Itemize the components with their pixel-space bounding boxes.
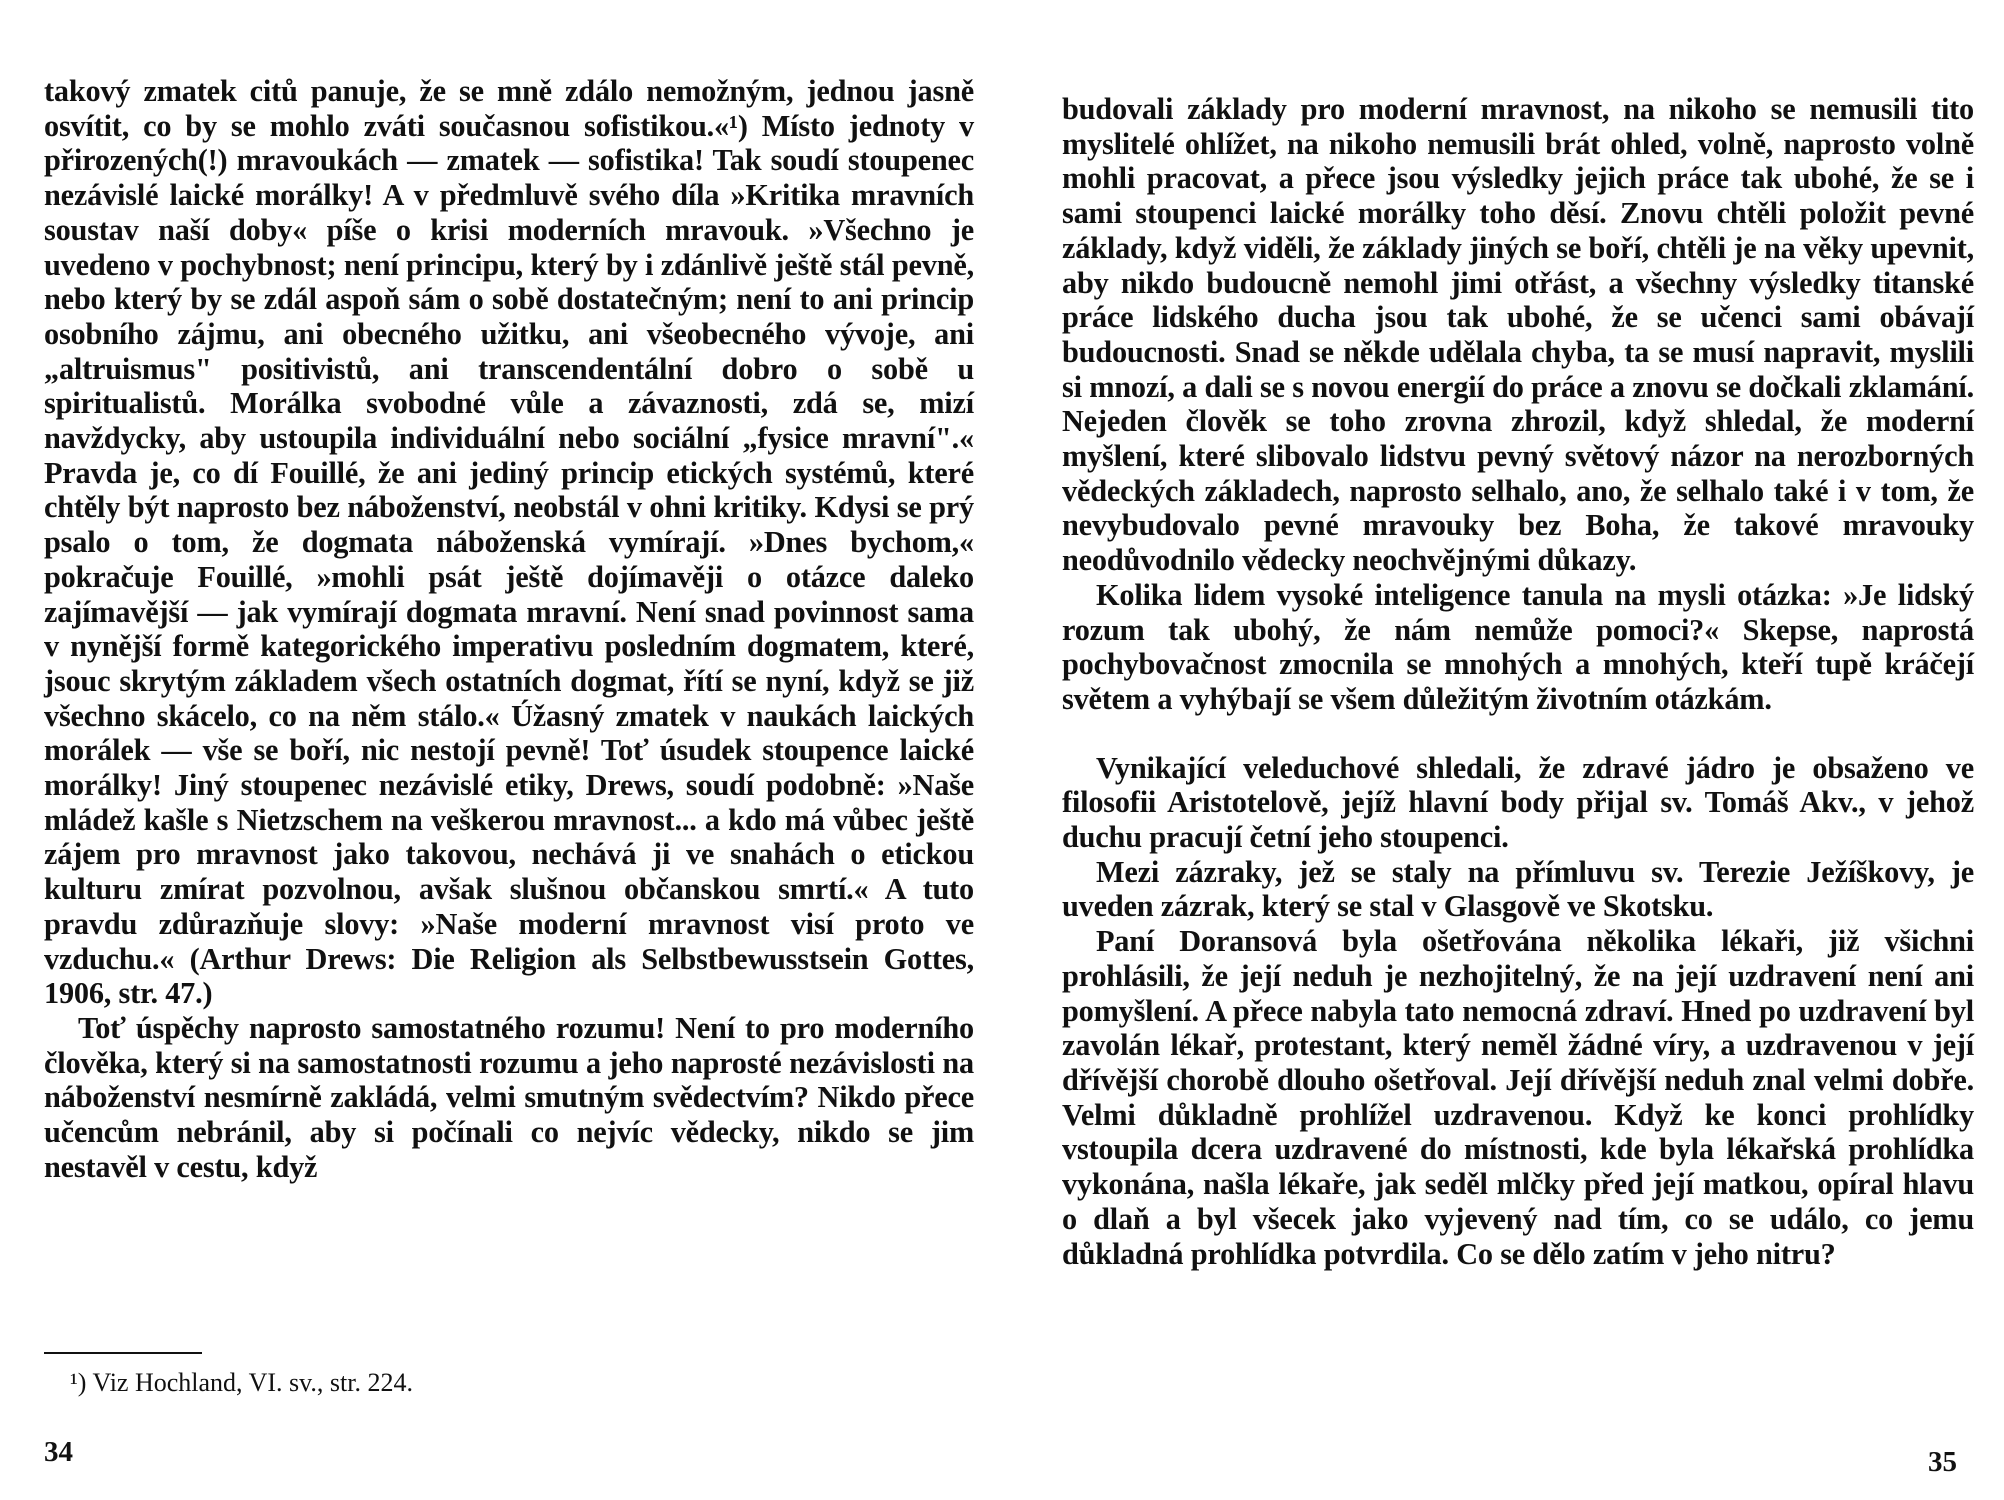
left-page (44, 74, 974, 1185)
footnote-rule (44, 1352, 202, 1354)
paragraph: Paní Doransová byla ošetřována několika lékaři, již všichni prohlásili, že její neduh je nezhojitelný, že na její uzdravení není ani pomyšlení. A přece nabyla tato nemocná zdraví. Hned po uzdravení byl zavolán lékař, protestant, který neměl žádné víry, a uzdravenou v její dřívější chorobě dlouho ošetřoval. Její dřívější neduh znal velmi dobře. Velmi důkladně prohlížel uzdravenou. Když ke konci prohlídky vstoupila dcera uzdravené do místnosti, kde byla lékařská prohlídka vykonána, našla lékaře, jak seděl mlčky před její matkou, opíral hlavu o dlaň a byl všecek jako vyjevený nad tím, co se událo, co jemu důkladná prohlídka potvrdila. Co se dělo zatím v jeho nitru? (1062, 924, 1974, 1271)
section-gap (1062, 717, 1974, 751)
footnote: ¹) Viz Hochland, VI. sv., str. 224. (70, 1368, 414, 1397)
page-number-right: 35 (1928, 1446, 1957, 1478)
page-number-left: 34 (44, 1436, 73, 1468)
paragraph: Vynikající veleduchové shledali, že zdravé jádro je obsaženo ve filosofii Aristotelově, jejíž hlavní body přijal sv. Tomáš Akv., v jehož duchu pracují četní jeho stoupenci. (1062, 750, 1974, 855)
paragraph: takový zmatek citů panuje, že se mně zdálo nemožným, jednou jasně osvítit, co by se mohlo zváti současnou sofistikou.«¹) Místo jednoty v přirozených(!) mravoukách — zmatek — sofistika! Tak soudí stoupenec nezávislé laické morálky! A v předmluvě svého díla »Kritika mravních soustav naší doby« píše o krisi moderních mravouk. »Všechno je uvedeno v pochybnost; není principu, který by i zdánlivě ještě stál pevně, nebo který by se zdál aspoň sám o sobě dostatečným; není to ani princip osobního zájmu, ani obecného užitku, ani všeobecného vývoje, ani „altruismus" positivistů, ani transcendentální dobro o sobě u spiritualistů. Morálka svobodné vůle a závaznosti, zdá se, mizí navždycky, aby ustoupila individuální nebo sociální „fysice mravní".« Pravda je, co dí Fouillé, že ani jediný princip etických systémů, které chtěly být naprosto bez náboženství, neobstál v ohni kritiky. Kdysi se prý psalo o tom, že dogmata náboženská vymírají. »Dnes bychom,« pokračuje Fouillé, »mohli psát ještě dojímavěji o otázce daleko zajímavější — jak vymírají dogmata mravní. Není snad povinnost sama v nynější formě kategorického imperativu posledním dogmatem, které, jsouc skrytým základem všech ostatních dogmat, řítí se nyní, když se již všechno skácelo, co na něm stálo.« Úžasný zmatek v naukách laických morálek — vše se boří, nic nestojí pevně! Toť úsudek stoupence laické morálky! Jiný stoupenec nezávislé etiky, Drews, soudí podobně: »Naše mládež kašle s Nietzschem na veškerou mravnost... a kdo má vůbec ještě zájem pro mravnost jako takovou, nechává ji ve snahách o etickou kulturu zmírat pozvolnou, avšak slušnou občanskou smrtí.« A tuto pravdu zdůrazňuje slovy: »Naše moderní mravnost visí proto ve vzduchu.« (Arthur Drews: Die Religion als Selbstbewusstsein Gottes, 1906, str. 47.) (44, 74, 974, 1011)
paragraph: Toť úspěchy naprosto samostatného rozumu! Není to pro moderního člověka, který si na samostatnosti rozumu a jeho naprosté nezávislosti na náboženství nesmírně zakládá, velmi smutným svědectvím? Nikdo přece učencům nebránil, aby si počínali co nejvíc vědecky, nikdo se jim nestavěl v cestu, když (44, 1010, 974, 1184)
paragraph: budovali základy pro moderní mravnost, na nikoho se nemusili tito myslitelé ohlížet, na nikoho nemusili brát ohled, volně, naprosto volně mohli pracovat, a přece jsou výsledky jejich práce tak ubohé, že se i sami stoupenci laické morálky toho děsí. Znovu chtěli položit pevné základy, když viděli, že základy jiných se boří, chtěli je na věky upevnit, aby nikdo budoucně nemohl jimi otřást, a všechny výsledky titanské práce lidského ducha jsou tak ubohé, že se učenci sami obávají budoucnosti. Snad se někde udělala chyba, ta se musí napravit, myslili si mnozí, a dali se s novou energií do práce a znovu se dočkali zklamání. Nejeden člověk se toho zrovna zhrozil, když shledal, že moderní myšlení, které slibovalo lidstvu pevný světový názor na nerozborných vědeckých základech, naprosto selhalo, ano, že selhalo také i v tom, že nevybudovalo pevné mravouky bez Boha, že takové mravouky neodůvodnilo vědecky neochvějnými důkazy. (1062, 92, 1974, 578)
right-page (1062, 92, 1974, 1271)
paragraph: Mezi zázraky, jež se staly na přímluvu sv. Terezie Ježíškovy, je uveden zázrak, který se stal v Glasgově ve Skotsku. (1062, 854, 1974, 924)
paragraph: Kolika lidem vysoké inteligence tanula na mysli otázka: »Je lidský rozum tak ubohý, že nám nemůže pomoci?« Skepse, naprostá pochybovačnost zmocnila se mnohých a mnohých, kteří tupě kráčejí světem a vyhýbají se všem důležitým životním otázkám. (1062, 577, 1974, 716)
